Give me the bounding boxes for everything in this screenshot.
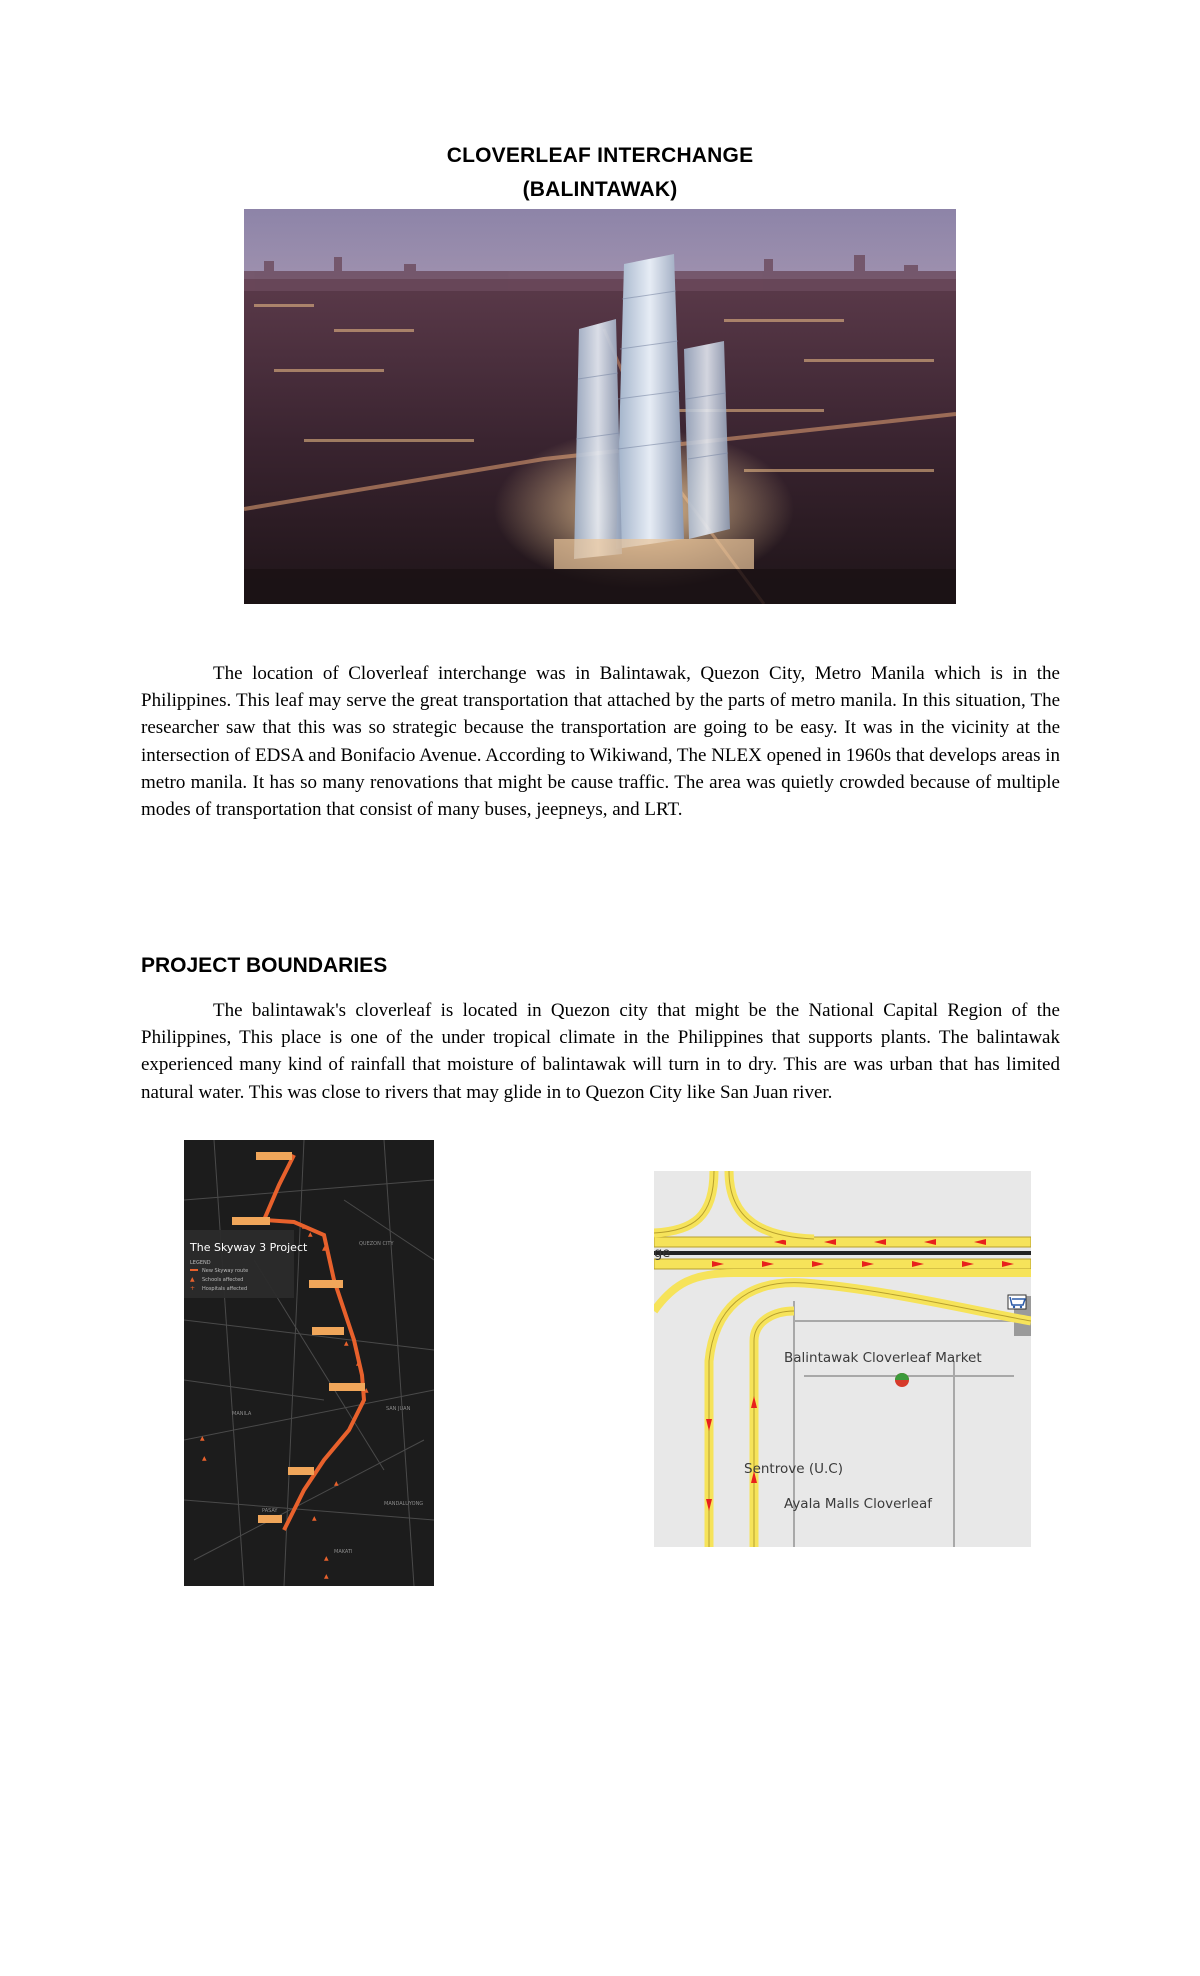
shopping-cart-icon [1008, 1295, 1026, 1309]
poi-sentrove-label: Sentrove (U.C) [744, 1461, 843, 1477]
legend-item-schools: Schools affected [202, 1277, 244, 1283]
svg-text:▲: ▲ [322, 1245, 327, 1252]
area-label: MANILA [232, 1411, 252, 1417]
intro-text: The location of Cloverleaf interchange was in Balintawak, Quezon City, Metro Manila which is in the Philippines. This leaf may serve the great transportation that attached by the parts of metro manila. In this situation, The researcher saw that this was so strategic because the transportation are going to be easy. It was in the vicinity at the intersection of EDSA and Bonifacio Avenue. According to Wikiwand, The NLEX opened in 1960s that develops areas in metro manila. It has so many renovations that might be cause traffic. The area was quietly crowded because of multiple modes of transportation that consist of many buses, jeepneys, and LRT. [141, 663, 1060, 821]
svg-text:▲: ▲ [312, 1515, 317, 1522]
skyway-map-title: The Skyway 3 Project [190, 1241, 308, 1254]
intro-paragraph [141, 660, 1060, 823]
poi-market-label: Balintawak Cloverleaf Market [784, 1350, 982, 1366]
svg-text:▲: ▲ [364, 1387, 369, 1394]
poi-ayala-label: Ayala Malls Cloverleaf [784, 1496, 933, 1512]
skyway-map [184, 1140, 434, 1586]
svg-text:▲: ▲ [324, 1555, 329, 1562]
svg-text:▲: ▲ [334, 1480, 339, 1487]
svg-text:▲: ▲ [324, 1573, 329, 1580]
svg-text:▲: ▲ [308, 1231, 313, 1238]
page-subtitle: (BALINTAWAK) [522, 178, 678, 201]
hospital-icon: + [190, 1285, 196, 1292]
legend-item-hospitals: Hospitals affected [202, 1286, 248, 1292]
legend-heading: LEGEND [190, 1260, 211, 1266]
cityscape-photo [244, 209, 956, 604]
area-label: MANDALUYONG [384, 1501, 424, 1507]
school-icon: ▲ [190, 1276, 195, 1283]
svg-text:▲: ▲ [202, 1455, 207, 1462]
market-icon [895, 1373, 909, 1387]
location-map [654, 1171, 1031, 1547]
svg-text:▲: ▲ [302, 1223, 307, 1230]
section-heading: PROJECT BOUNDARIES [141, 954, 388, 977]
road-label: ge [654, 1246, 671, 1261]
area-label: QUEZON CITY [359, 1241, 394, 1247]
area-label: MAKATI [334, 1549, 353, 1555]
area-label: SAN JUAN [386, 1406, 411, 1412]
svg-text:▲: ▲ [356, 1360, 361, 1367]
area-label: PASAY [262, 1508, 278, 1514]
svg-text:▲: ▲ [344, 1340, 349, 1347]
svg-text:▲: ▲ [200, 1435, 205, 1442]
boundaries-text: The balintawak's cloverleaf is located in Quezon city that might be the National Capital Region of the Philippines, This place is one of the under tropical climate in the Philippines that supports plants. The balintawak experienced many kind of rainfall that moisture of balintawak will turn in to dry. This are was urban that has limited natural water. This was close to rivers that may glide in to Quezon City like San Juan river. [141, 1000, 1060, 1103]
legend-item-route: New Skyway route [202, 1268, 249, 1274]
boundaries-paragraph [141, 997, 1060, 1106]
page-title: CLOVERLEAF INTERCHANGE [446, 144, 754, 167]
